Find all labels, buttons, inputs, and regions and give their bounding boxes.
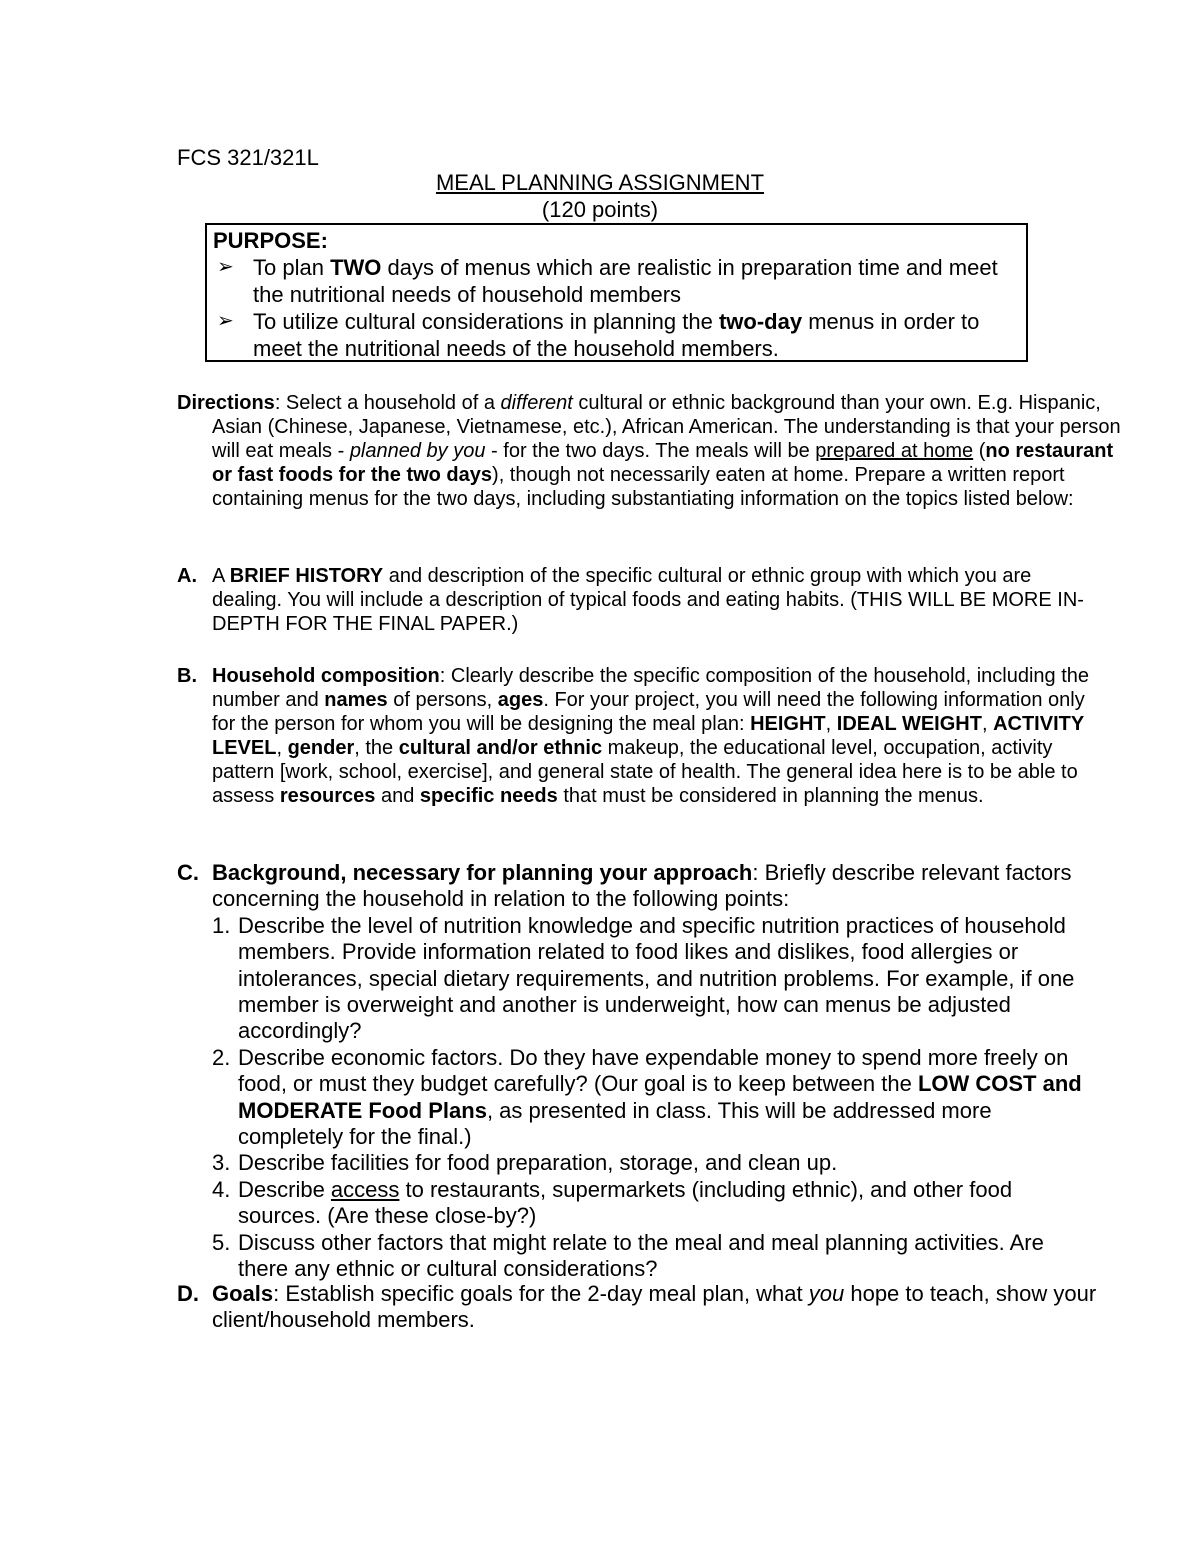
section-emphasis: ACTIVITY LEVEL [212, 713, 1084, 759]
section-text: and [375, 785, 420, 807]
section-text: and description of the specific cultural or ethnic group with which you are dealing. You will include a description of typical foods and eating habits. (THIS WILL BE MORE IN-DEPTH FOR THE FINAL PAPER.) [212, 565, 1084, 635]
list-number: 4. [212, 1176, 231, 1202]
section-emphasis: cultural and/or ethnic [398, 737, 603, 759]
directions-text: ), though not necessarily eaten at home. Prepare a written report containing menus for the two days, including substantiating information on the topics listed below: [212, 464, 1074, 510]
section-b-text [212, 664, 1097, 808]
section-a-text [212, 564, 1097, 636]
directions-underline: prepared at home [815, 440, 974, 462]
purpose-item [213, 308, 1016, 362]
section-text: A [212, 565, 230, 587]
section-text: : Clearly describe the specific composition of the household, including the number and [212, 665, 1090, 711]
directions-emphasis: different [500, 392, 573, 414]
arrow-bullet-icon: ➢ [217, 310, 234, 332]
purpose-item [213, 254, 1016, 308]
section-emphasis: ages [497, 689, 544, 711]
section-c [177, 860, 1097, 1283]
list-item-underline: access [330, 1176, 400, 1202]
purpose-item-text: days of menus which are realistic in preparation time and meet the nutritional needs of household members [253, 255, 998, 307]
section-b [177, 664, 1097, 808]
section-emphasis: names [324, 689, 388, 711]
arrow-bullet-icon: ➢ [217, 256, 234, 278]
section-text: makeup, the educational level, occupation, activity pattern [work, school, exercise], and general state of health. The general idea here is to be able to assess [212, 737, 1078, 807]
purpose-box [205, 223, 1028, 362]
section-c-text [212, 860, 1097, 1283]
list-number: 1. [212, 912, 231, 938]
directions-emphasis: planned by you [349, 440, 486, 462]
list-item [212, 1045, 1097, 1151]
directions-text: : Select a household of a [274, 392, 501, 414]
list-item-text: Describe [238, 1176, 331, 1202]
section-letter: D. [177, 1281, 199, 1306]
purpose-item-text: To utilize cultural considerations in planning the [253, 309, 719, 334]
section-text: that must be considered in planning the menus. [557, 785, 984, 807]
list-number: 2. [212, 1044, 231, 1070]
list-item-emphasis: LOW COST and MODERATE Food Plans [238, 1071, 1082, 1123]
section-emphasis: HEIGHT [750, 713, 826, 735]
section-letter: A. [177, 565, 197, 587]
list-item-text: , as presented in class. This will be addressed more completely for the final.) [238, 1097, 992, 1150]
section-letter: B. [177, 665, 197, 687]
section-d [177, 1281, 1097, 1334]
directions-paragraph [177, 391, 1132, 511]
section-emphasis: specific needs [419, 785, 558, 807]
purpose-list [213, 254, 1016, 362]
section-emphasis: BRIEF HISTORY [229, 565, 384, 587]
list-item-text: Discuss other factors that might relate to the meal and meal planning activities. Are there any ethnic or cultural considerations? [238, 1229, 1044, 1282]
page-title [0, 170, 1200, 196]
list-item-text: to restaurants, supermarkets (including ethnic), and other food sources. (Are these close-by?) [238, 1176, 1013, 1229]
list-item [212, 1230, 1097, 1283]
section-text: : Briefly describe relevant factors concerning the household in relation to the following points: [212, 860, 1072, 912]
directions-label: Directions [177, 392, 275, 414]
section-d-text [212, 1281, 1097, 1334]
section-c-intro [212, 860, 1097, 913]
list-number: 5. [212, 1229, 231, 1255]
list-item [212, 1177, 1097, 1230]
section-text: of persons, [387, 689, 498, 711]
directions-text: ( [973, 440, 986, 462]
section-c-list [212, 913, 1097, 1283]
list-number: 3. [212, 1150, 231, 1176]
purpose-heading: PURPOSE: [213, 228, 328, 253]
purpose-item-emphasis: TWO [330, 255, 382, 280]
section-letter: C. [177, 860, 199, 885]
section-a [177, 564, 1097, 636]
directions-text: cultural or ethnic background than your own. E.g. Hispanic, Asian (Chinese, Japanese, Vietnamese, etc.), African American. The understanding is that your person will eat meals - [212, 392, 1121, 462]
list-item-text: Describe the level of nutrition knowledge and specific nutrition practices of household members. Provide information related to food likes and dislikes, food allergies or intolerances, special dietary requirements, and nutrition problems. For example, if one member is overweight and another is underweight, how can menus be adjusted accordingly? [238, 912, 1075, 1044]
section-text: . For your project, you will need the following information only for the person for whom you will be designing the meal plan: [212, 689, 1085, 735]
section-text: , [276, 737, 288, 759]
section-heading: Background, necessary for planning your approach [212, 860, 753, 885]
points-total: (120 points) [541, 197, 659, 222]
section-emphasis: IDEAL WEIGHT [836, 713, 982, 735]
section-text: , [981, 713, 994, 735]
section-text: , the [354, 737, 399, 759]
purpose-item-text: menus in order to meet the nutritional needs of the household members. [253, 309, 980, 361]
list-item [212, 1150, 1097, 1176]
course-code: FCS 321/321L [177, 145, 319, 170]
section-emphasis: you [808, 1281, 845, 1306]
section-text: : Establish specific goals for the 2-day meal plan, what [273, 1281, 809, 1306]
page-title-text: MEAL PLANNING ASSIGNMENT [435, 170, 765, 195]
list-item-text: Describe facilities for food preparation, storage, and clean up. [238, 1150, 838, 1176]
section-text: hope to teach, show your client/household members. [212, 1281, 1097, 1333]
directions-text: - for the two days. The meals will be [485, 440, 816, 462]
section-heading: Goals [212, 1281, 274, 1306]
section-emphasis: gender [287, 737, 355, 759]
list-item-text: Describe economic factors. Do they have expendable money to spend more freely on food, or must they budget carefully? (Our goal is to keep between the [238, 1044, 1069, 1097]
section-heading: Household composition [212, 665, 440, 687]
list-item [212, 913, 1097, 1045]
section-emphasis: resources [279, 785, 376, 807]
purpose-item-emphasis: two-day [718, 309, 803, 334]
directions-emphasis: no restaurant or fast foods for the two days [212, 440, 1114, 486]
purpose-item-text: To plan [253, 255, 331, 280]
section-text: , [825, 713, 837, 735]
